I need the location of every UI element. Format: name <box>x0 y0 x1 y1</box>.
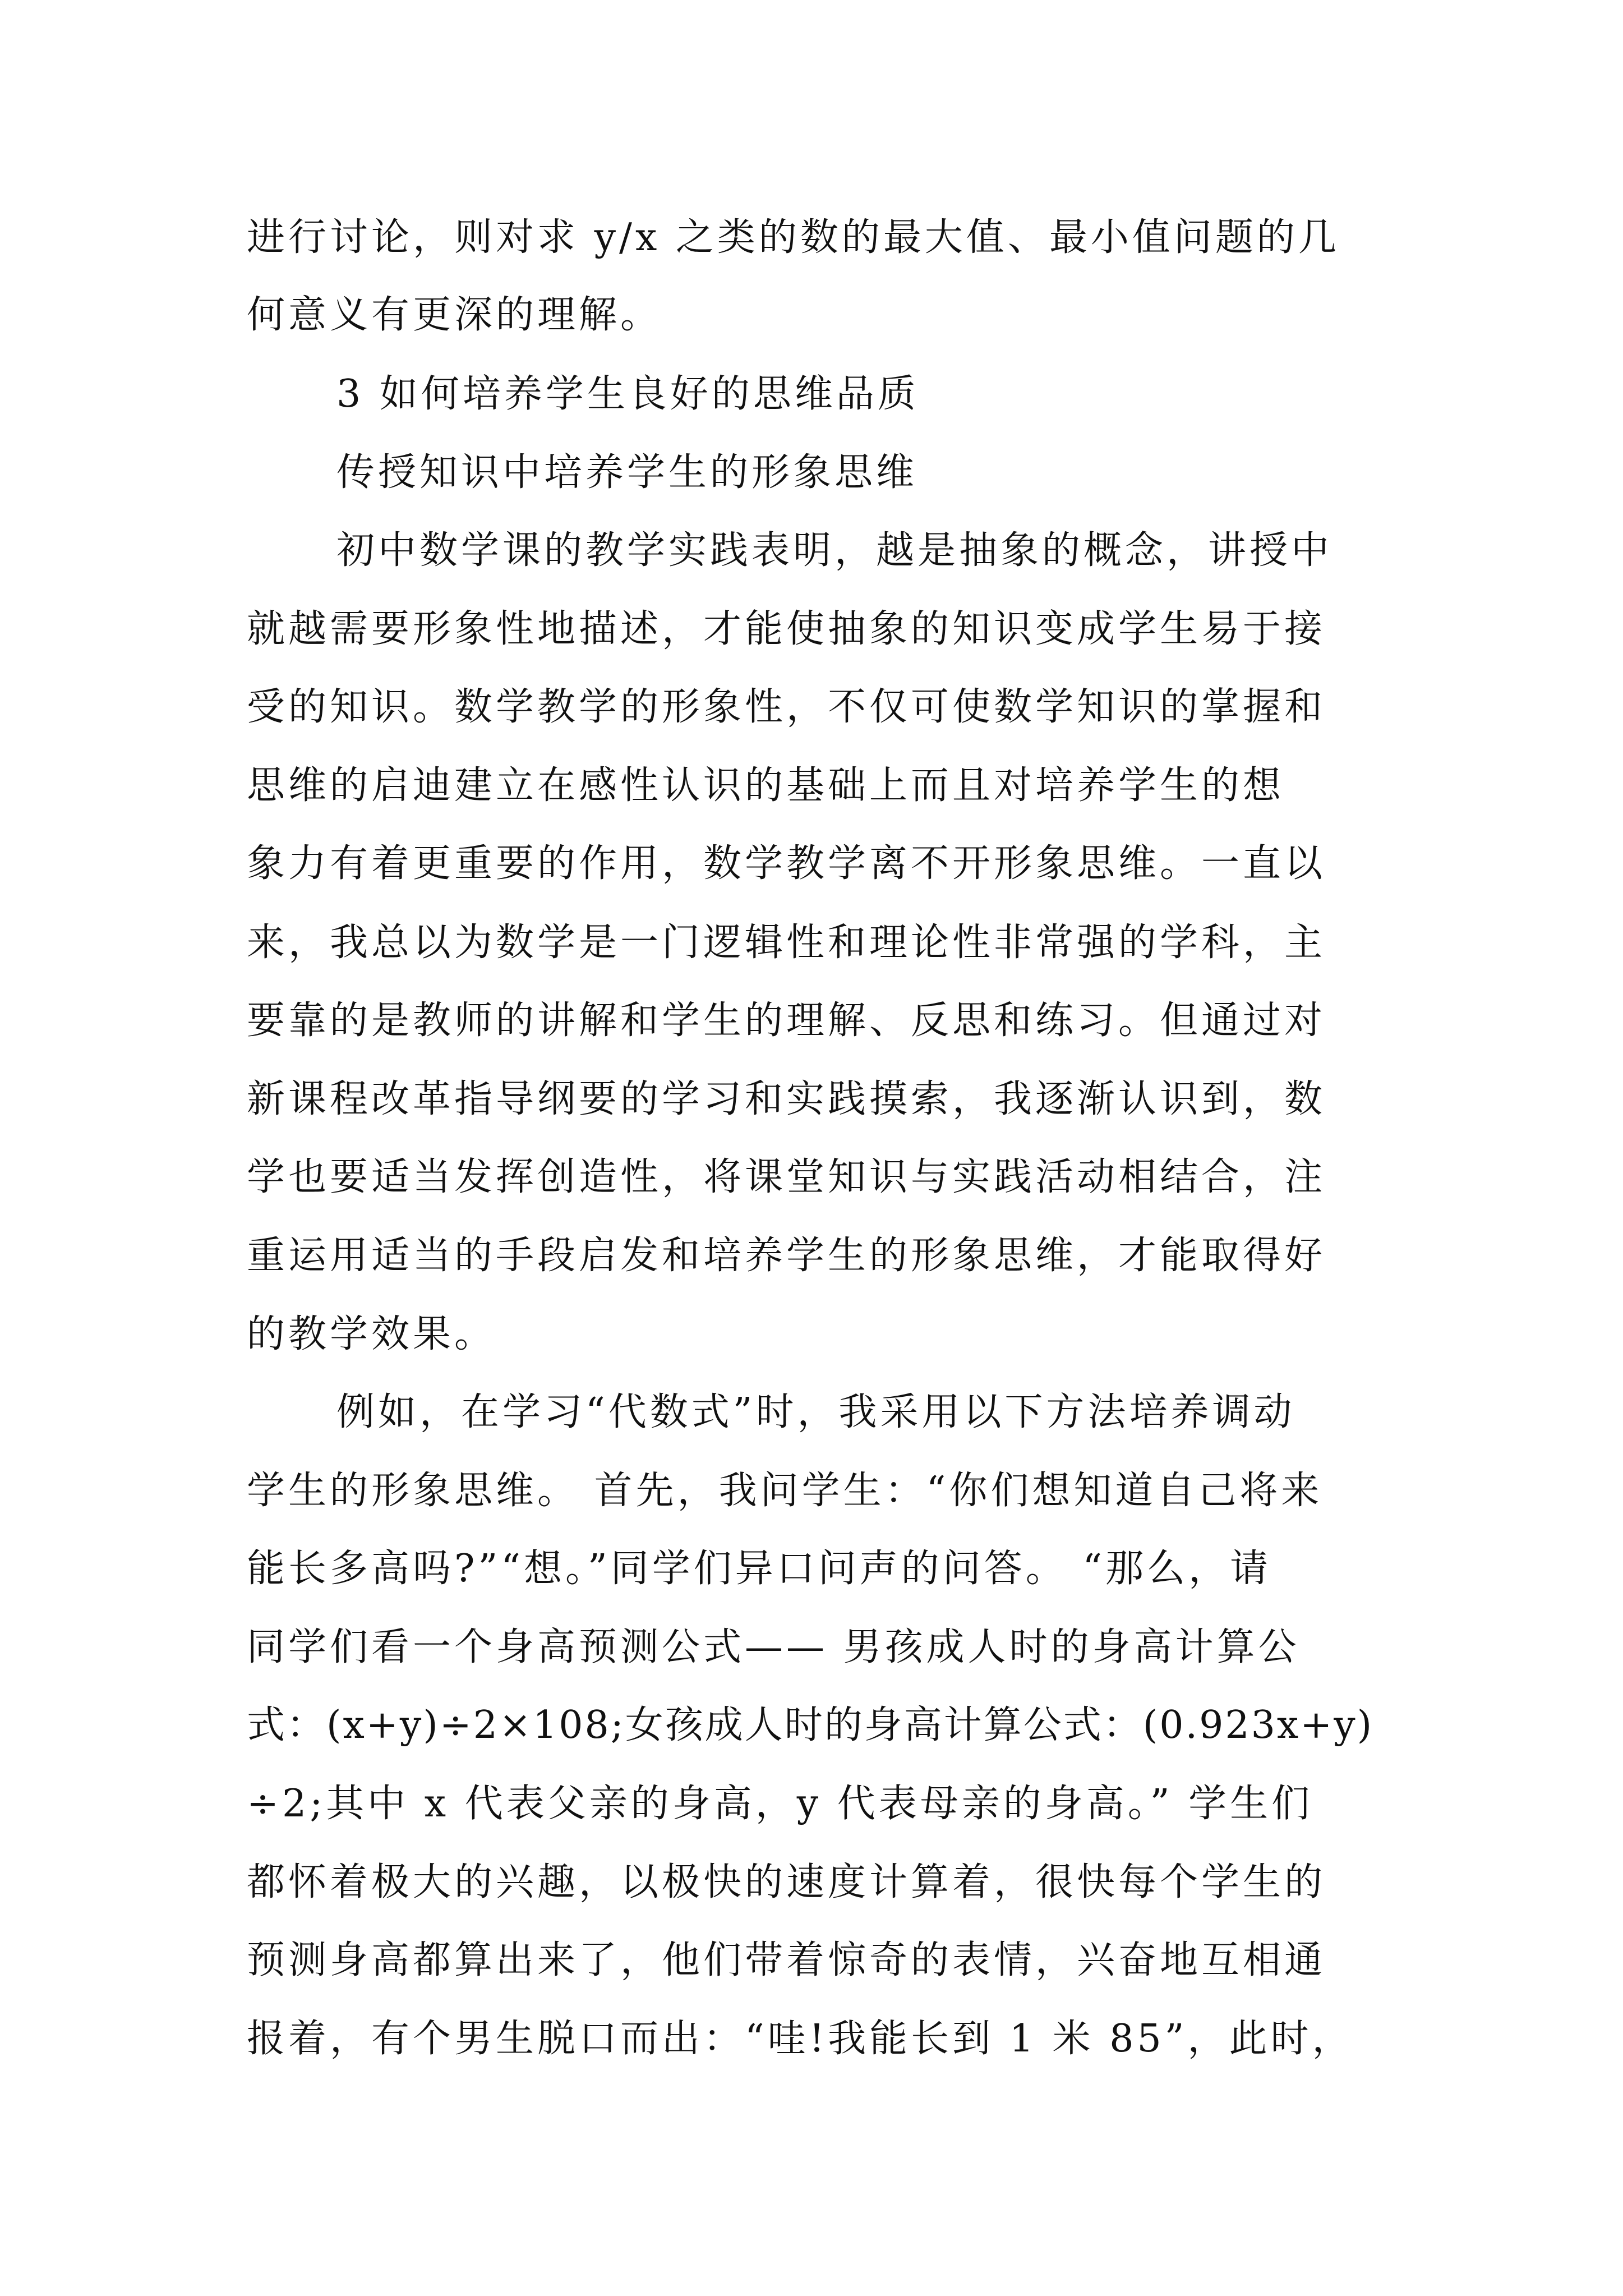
text-line: 学生的形象思维。 首先，我问学生：“你们想知道自己将来 <box>247 1469 1323 1513</box>
text-line: 新课程改革指导纲要的学习和实践摸索，我逐渐认识到，数 <box>247 1077 1326 1121</box>
text-line: 学也要适当发挥创造性，将课堂知识与实践活动相结合，注 <box>247 1155 1326 1199</box>
text-line: 例如，在学习“代数式”时，我采用以下方法培养调动 <box>336 1390 1295 1434</box>
text-line: 来，我总以为数学是一门逻辑性和理论性非常强的学科，主 <box>247 921 1326 965</box>
text-line: 就越需要形象性地描述，才能使抽象的知识变成学生易于接 <box>247 607 1326 651</box>
text-line: ÷2;其中 x 代表父亲的身高，y 代表母亲的身高。” 学生们 <box>247 1782 1313 1826</box>
text-line: 式：(x+y)÷2×108;女孩成人时的身高计算公式：(0.923x+y) <box>247 1703 1374 1747</box>
text-line: 能长多高吗?”“想。”同学们异口问声的问答。 “那么，请 <box>247 1547 1272 1591</box>
text-line: 象力有着更重要的作用，数学教学离不开形象思维。一直以 <box>247 841 1326 886</box>
subsection-heading: 传授知识中培养学生的形象思维 <box>336 450 918 495</box>
text-line: 同学们看一个身高预测公式—— 男孩成人时的身高计算公 <box>247 1625 1300 1669</box>
text-line: 都怀着极大的兴趣，以极快的速度计算着，很快每个学生的 <box>247 1860 1326 1904</box>
text-line: 进行讨论，则对求 y/x 之类的数的最大值、最小值问题的几 <box>247 215 1340 260</box>
text-line: 的教学效果。 <box>247 1312 496 1356</box>
text-line: 重运用适当的手段启发和培养学生的形象思维，才能取得好 <box>247 1234 1326 1278</box>
text-line: 预测身高都算出来了，他们带着惊奇的表情，兴奋地互相通 <box>247 1938 1326 1982</box>
text-line: 要靠的是教师的讲解和学生的理解、反思和练习。但通过对 <box>247 999 1326 1043</box>
text-line: 受的知识。数学教学的形象性，不仅可使数学知识的掌握和 <box>247 685 1326 729</box>
text-line: 何意义有更深的理解。 <box>247 293 662 337</box>
text-line: 初中数学课的教学实践表明，越是抽象的概念，讲授中 <box>336 528 1333 573</box>
text-line: 报着，有个男生脱口而出：“哇!我能长到 1 米 85”，此时， <box>247 2017 1354 2061</box>
section-heading: 3 如何培养学生良好的思维品质 <box>336 372 919 416</box>
text-line: 思维的启迪建立在感性认识的基础上而且对培养学生的想 <box>247 763 1285 808</box>
